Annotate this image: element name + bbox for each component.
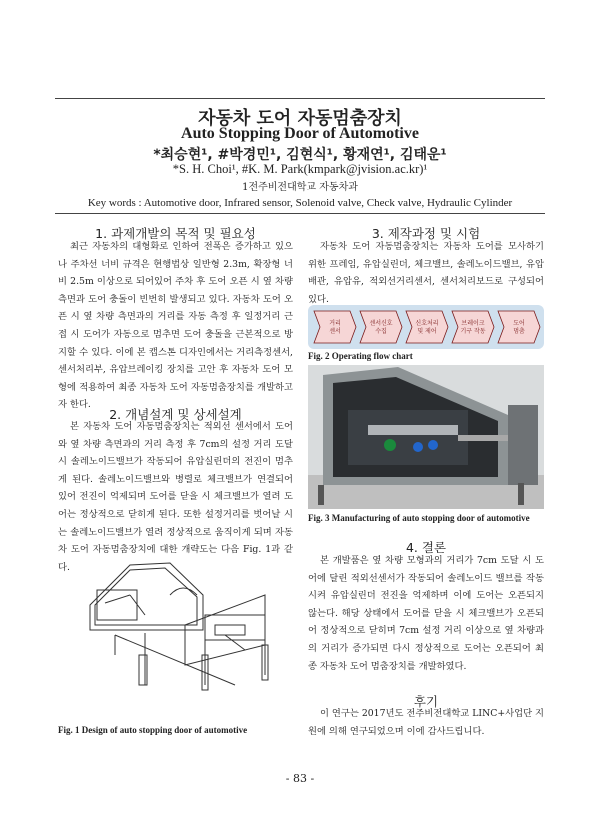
section-4-heading: 4. 결론 (405, 540, 447, 555)
header-rule (55, 213, 545, 214)
flow-step-label: 센서 (329, 328, 341, 335)
fig3-caption: Fig. 3 Manufacturing of auto stopping door of automotive (308, 513, 530, 523)
section-1-heading: 1. 과제개발의 목적 및 필요성 (95, 226, 256, 241)
affiliation: 1전주비전대학교 자동차과 (242, 182, 358, 193)
fig3-prototype-photo (308, 365, 544, 509)
fig1-caption: Fig. 1 Design of auto stopping door of automotive (58, 725, 248, 735)
flow-step-label: 브레이크 (461, 320, 485, 327)
flow-step-label: 기구 작동 (460, 328, 486, 335)
acknowledgement-text: 이 연구는 2017년도 전주비전대학교 LINC+사업단 지원에 의해 연구되었으며 이에 감사드립니다. (308, 708, 544, 737)
flow-step-label: 거리 (329, 320, 341, 327)
top-rule (55, 98, 545, 99)
keywords: Key words : Automotive door, Infrared sensor, Solenoid valve, Check valve, Hydraulic Cylinder (87, 197, 513, 209)
flow-step-2 (360, 311, 402, 343)
acknowledgement-heading: 후기 (413, 694, 439, 709)
flow-step-label: 및 제어 (417, 328, 437, 335)
fig2-caption: Fig. 2 Operating flow chart (308, 351, 413, 361)
authors-english: *S. H. Choi¹, #K. M. Park(kmpark@jvision.ac.kr)¹ (172, 162, 428, 176)
page-number: - 83 - (285, 772, 315, 785)
flow-step-3 (406, 311, 448, 343)
fig1-design-drawing (85, 555, 285, 715)
fig2-flow-chart (308, 305, 544, 349)
section-3-text: 자동차 도어 자동멈춤장치는 자동차 도어를 모사하기 위한 프레임, 유압실린더, 체크밸브, 솔레노이드밸브, 유압배관, 유압유, 적외선거리센서, 센서처리보드로 구성되어 있다. (308, 241, 544, 305)
flow-step-label: 멈춤 (513, 328, 525, 335)
section-3-heading: 3. 제작과정 및 시험 (371, 226, 481, 241)
section-1-text: 최근 자동차의 대형화로 인하여 전폭은 증가하고 있으나 주차선 너비 규격은 현행법상 일반형 2.3m, 확장형 너비 2.5m 이상으로 되어있어 주차 후 도어 오픈 시 옆 차량 측면과 도어 충돌이 빈번히 발생되고 있다. 자동차 도어 오픈 시 옆 차량 측면과의 거리를 자동 측정 후 일정거리 근접 시 도어가 자동으로 멈추면 도어 충돌을 근본적으로 방지할 수 있다. 이에 본 캡스톤 디자인에서는 거리측정센서, 센서처리부, 유압브레이킹 장치를 고안 후 자동차 도어 모형에 적용하여 최종 자동차 도어 자동멈춤장치를 개발하고자 한다. (58, 241, 293, 411)
section-2-heading: 2. 개념설계 및 상세설계 (109, 407, 242, 422)
flow-step-1 (314, 311, 356, 343)
flow-step-label: 센서신호 (369, 320, 393, 327)
section-4-text: 본 개발품은 옆 차량 모형과의 거리가 7cm 도달 시 도어에 달린 적외선센서가 작동되어 솔레노이드 밸브를 작동시켜 유압실린더 전진을 억제하며 이에 도어는 오픈되지 않는다. 해당 상태에서 도어를 닫을 시 체크밸브가 오픈되어 정상적으로 닫히며 7cm 설정 거리 이상으로 옆 차량과의 거리가 증가되면 다시 정상적으로 도어는 오픈되어 최종 자동차 도어 멈춤장치를 개발하였다. (308, 555, 544, 672)
flow-step-4 (452, 311, 494, 343)
flow-step-5 (498, 311, 540, 343)
paper-title-korean: 자동차 도어 자동멈춤장치 (198, 108, 402, 129)
section-2-text: 본 자동차 도어 자동멈춤장치는 적외선 센서에서 도어와 옆 차량 측면과의 거리 측정 후 7cm의 설정 거리 도달 시 솔레노이드밸브가 작동되어 유압실린더의 전진이 멈추게 된다. 솔레노이드밸브와 병렬로 체크밸브가 연결되어 있어 전진이 억제되며 도어를 닫을 시 체크밸브가 열려 도어는 정상적으로 닫히게 된다. 또한 설정거리를 벗어날 시는 솔레노이드밸브가 열려 정상적으로 움직이게 되며 자동차 도어 자동멈춤장치에 대한 개략도는 다음 Fig. 1과 같다. (58, 421, 293, 573)
flow-step-label: 신호처리 (415, 320, 439, 327)
authors-korean: *최승현¹, #박경민¹, 김현식¹, 황재연¹, 김태운¹ (153, 147, 447, 163)
flow-step-label: 수집 (375, 328, 387, 335)
paper-title-english: Auto Stopping Door of Automotive (181, 125, 419, 142)
flow-step-label: 도어 (513, 320, 525, 327)
